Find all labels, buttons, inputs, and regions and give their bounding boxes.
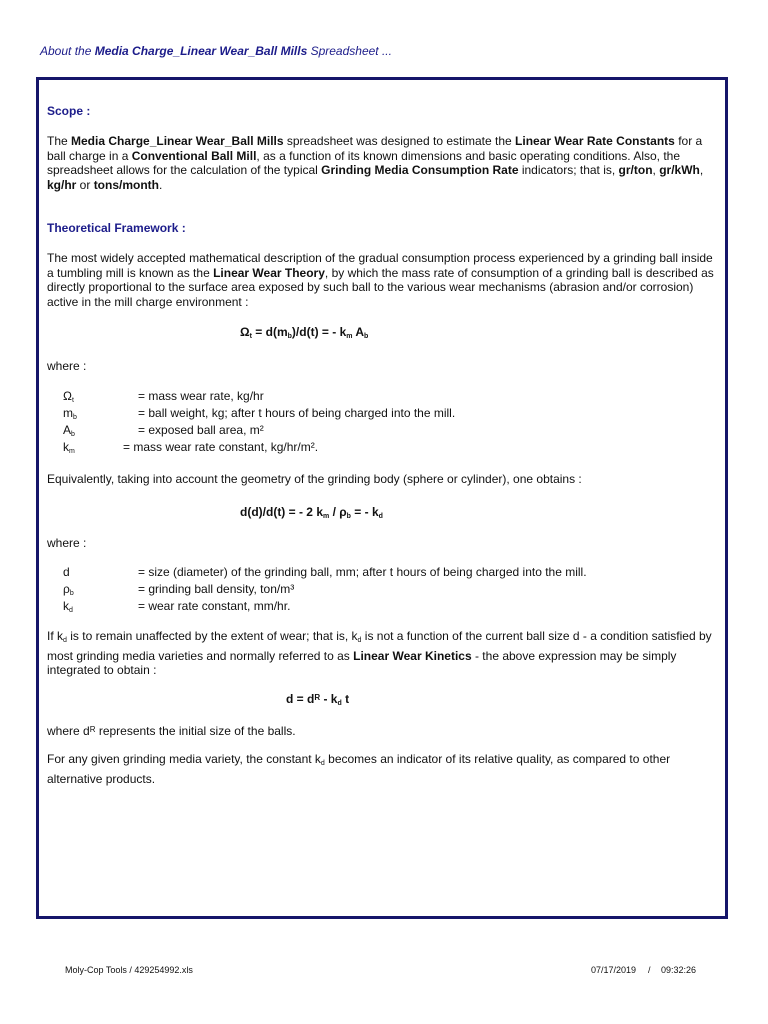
var-description: = size (diameter) of the grinding ball, mm; after t hours of being charged into the mill. <box>138 565 587 579</box>
var-symbol: $m_b$ <box>63 406 77 421</box>
footer-separator: / <box>648 965 651 975</box>
footer-time: 09:32:26 <box>661 965 697 975</box>
var-description: = grinding ball density, ton/m³ <box>138 582 295 596</box>
var-description: = exposed ball area, m² <box>138 423 264 437</box>
equivalently-text: Equivalently, taking into account the geometry of the grinding body (sphere or cylinder), one obtains : <box>47 472 582 486</box>
footer-filename: Moly-Cop Tools / 429254992.xls <box>65 965 193 975</box>
footer-date: 07/17/2019 <box>591 965 637 975</box>
var-description: = wear rate constant, mm/hr. <box>138 599 291 613</box>
var-symbol: d <box>63 565 70 579</box>
initial-size-text: where $d^R$ represents the initial size of the balls. <box>47 724 296 738</box>
var-symbol: $A_b$ <box>63 423 75 438</box>
kinetics-paragraph: If $k_d$ is to remain unaffected by the extent of wear; that is, $k_d$ is not a function of the current ball size d - a condition satisfied by most grinding media varieties and normally referred to as Linear Wear Kinetics - the above expression may be simply integrated to obtain : <box>47 629 712 677</box>
equation-mass-wear: $\Omega_t = d(m_b)/d(t)$ = - $k_m$ $A_b$ <box>240 325 369 340</box>
quality-paragraph: For any given grinding media variety, the constant $k_d$ becomes an indicator of its relative quality, as compared to other alternative products. <box>47 752 671 786</box>
var-symbol: $\Omega_t$ <box>63 389 74 404</box>
framework-heading: Theoretical Framework : <box>47 221 186 235</box>
where-label-2: where : <box>47 536 87 550</box>
scope-heading: Scope : <box>47 104 91 118</box>
equation-size-rate: d(d)/d(t) = - 2 $k_m / \rho_b$ = - $k_d$ <box>240 505 383 520</box>
var-description: = mass wear rate, kg/hr <box>138 389 264 403</box>
framework-paragraph: The most widely accepted mathematical description of the gradual consumption process experienced by a grinding ball inside a tumbling mill is known as the Linear Wear Theory, by which the mass rate of consumption of a grinding ball is described as directly proportional to the surface area exposed by such ball to the various wear mechanisms (abrasion and/or corrosion) active in the mill charge environment : <box>47 251 714 309</box>
var-description: = ball weight, kg; after t hours of being charged into the mill. <box>138 406 456 420</box>
page-title: About the Media Charge_Linear Wear_Ball Mills Spreadsheet ... <box>40 44 392 58</box>
scope-paragraph: The Media Charge_Linear Wear_Ball Mills spreadsheet was designed to estimate the Linear Wear Rate Constants for a ball charge in a Conventional Ball Mill, as a function of its known dimensions and basic operating conditions. Also, the spreadsheet allows for the calculation of the typical Grinding Media Consumption Rate indicators; that is, gr/ton, gr/kWh, kg/hr or tons/month. <box>47 134 704 192</box>
content-frame <box>36 77 728 919</box>
var-symbol: $k_m$ <box>63 440 75 455</box>
var-description: = mass wear rate constant, kg/hr/m². <box>123 440 319 454</box>
where-label-1: where : <box>47 359 87 373</box>
var-symbol: $k_d$ <box>63 599 73 614</box>
var-symbol: $\rho_b$ <box>63 582 74 597</box>
equation-integrated: $d = d^R - k_d$ t <box>286 692 350 707</box>
